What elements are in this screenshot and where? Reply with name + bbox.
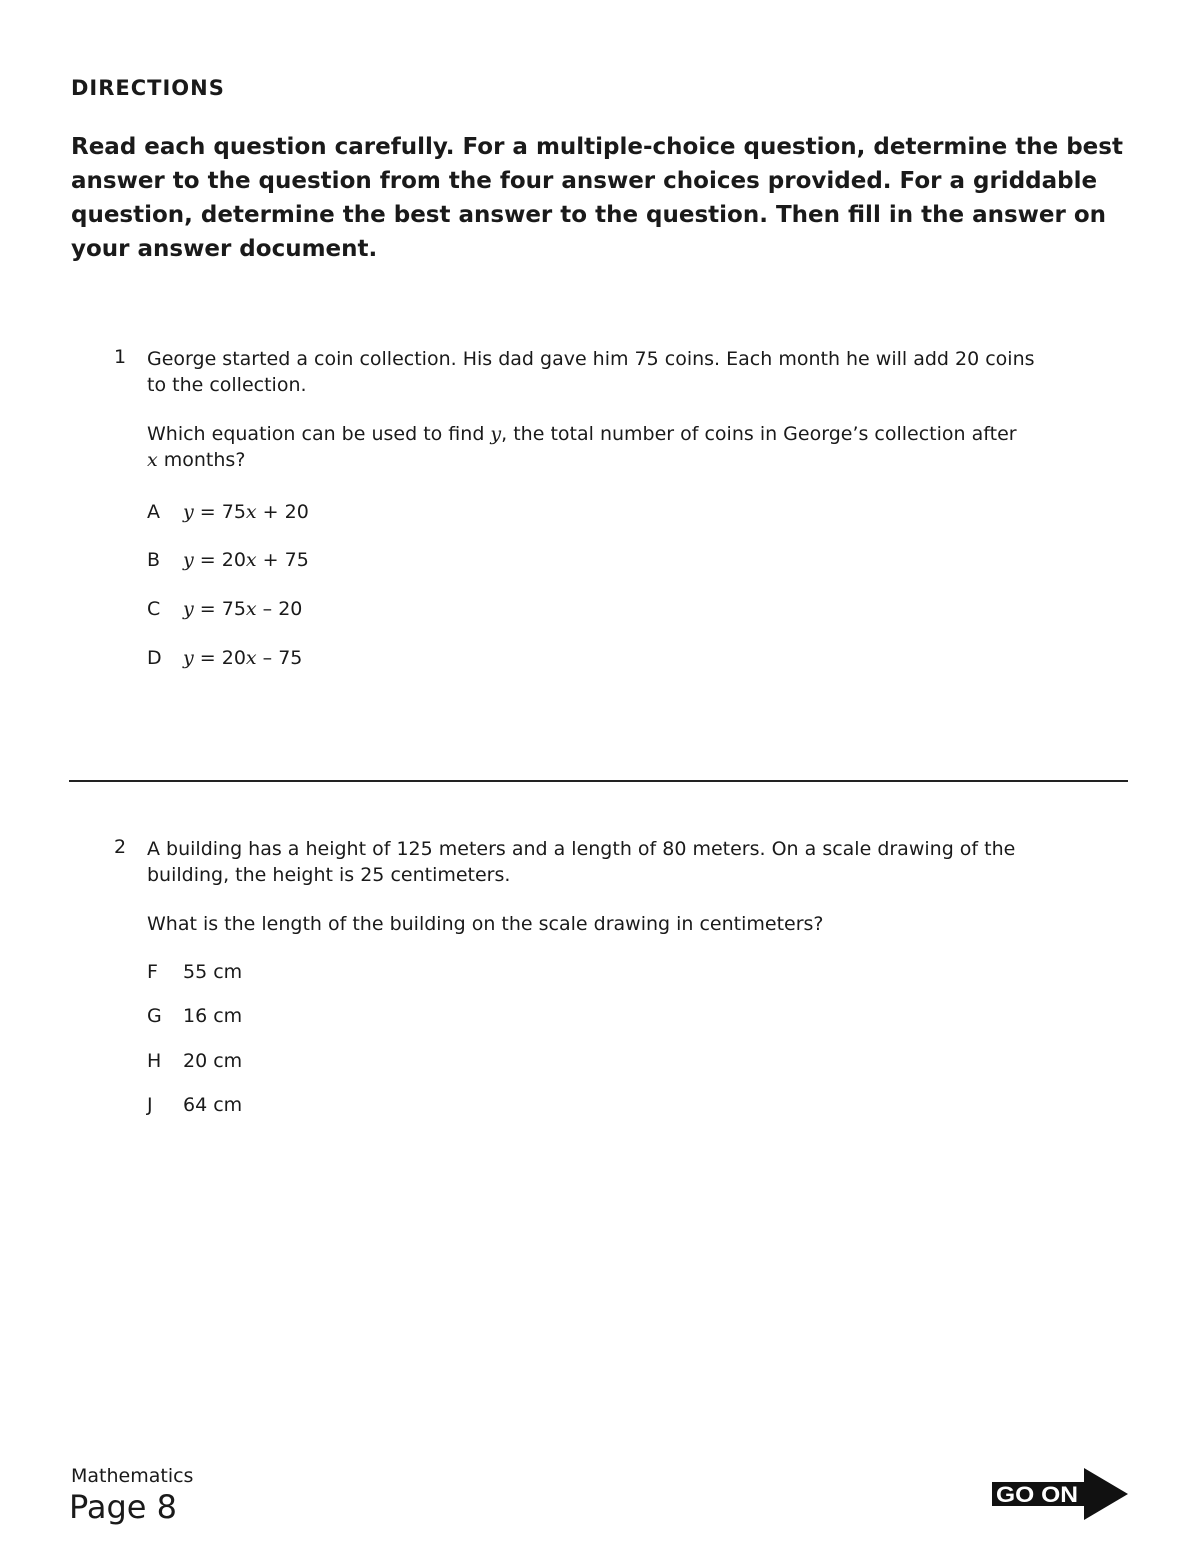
answer-choice-j[interactable] bbox=[147, 1094, 242, 1116]
choice-letter: B bbox=[147, 549, 161, 571]
question-body bbox=[147, 836, 1077, 937]
directions-text: Read each question carefully. For a multiple-choice question, determine the best answer to the question from the four answer choices provided. For a griddable question, determine the best answer to the question. Then fill in the answer on your answer document. bbox=[71, 134, 1123, 262]
choice-letter: H bbox=[147, 1050, 162, 1072]
question-number: 2 bbox=[114, 836, 127, 858]
go-on-label: GO ON bbox=[996, 1482, 1078, 1507]
math-variable: y bbox=[183, 598, 194, 620]
question-number: 1 bbox=[114, 346, 127, 368]
answer-choice-h[interactable] bbox=[147, 1050, 242, 1072]
question-2 bbox=[114, 836, 1084, 1126]
answer-choice-g[interactable] bbox=[147, 1005, 242, 1027]
math-variable: y bbox=[183, 549, 194, 571]
choice-text: 16 cm bbox=[183, 1005, 243, 1027]
math-variable: x bbox=[245, 598, 257, 620]
choice-text: + 75 bbox=[256, 549, 309, 571]
question-stem-line: to the collection. bbox=[147, 374, 307, 396]
directions-heading: DIRECTIONS bbox=[71, 76, 225, 100]
choice-text: – 75 bbox=[256, 647, 303, 669]
choice-text: = 20 bbox=[193, 647, 246, 669]
choice-letter: F bbox=[147, 961, 158, 983]
choice-letter: J bbox=[147, 1094, 153, 1116]
choice-text: – 20 bbox=[256, 598, 303, 620]
question-1 bbox=[114, 346, 1084, 686]
math-variable: x bbox=[245, 549, 257, 571]
choice-text: = 75 bbox=[193, 501, 246, 523]
math-variable: x bbox=[245, 501, 257, 523]
math-variable: x bbox=[245, 647, 257, 669]
math-variable: y bbox=[183, 647, 194, 669]
prompt-text: , the total number of coins in George’s collection after bbox=[501, 423, 1017, 445]
choice-text: 20 cm bbox=[183, 1050, 243, 1072]
answer-choice-a[interactable] bbox=[147, 501, 309, 523]
question-stem-line: George started a coin collection. His dad gave him 75 coins. Each month he will add 20 coins bbox=[147, 348, 1035, 370]
choice-letter: A bbox=[147, 501, 160, 523]
math-variable: y bbox=[183, 501, 194, 523]
question-body bbox=[147, 346, 1077, 473]
choice-letter: D bbox=[147, 647, 162, 669]
choice-letter: G bbox=[147, 1005, 162, 1027]
question-prompt bbox=[147, 421, 1077, 473]
page-number: Page 8 bbox=[69, 1488, 177, 1526]
math-variable: x bbox=[147, 449, 158, 471]
go-on-arrow-icon bbox=[992, 1466, 1130, 1522]
question-divider bbox=[69, 780, 1128, 782]
choice-text: + 20 bbox=[256, 501, 309, 523]
prompt-text: months? bbox=[157, 449, 246, 471]
math-variable: y bbox=[490, 423, 502, 445]
choice-letter: C bbox=[147, 598, 161, 620]
choice-text: = 75 bbox=[193, 598, 246, 620]
question-stem-line: A building has a height of 125 meters and a length of 80 meters. On a scale drawing of the bbox=[147, 838, 1016, 860]
choice-text: 55 cm bbox=[183, 961, 243, 983]
question-prompt: What is the length of the building on the scale drawing in centimeters? bbox=[147, 913, 824, 935]
answer-choice-c[interactable] bbox=[147, 598, 302, 620]
choice-text: 64 cm bbox=[183, 1094, 243, 1116]
answer-choice-d[interactable] bbox=[147, 647, 302, 669]
choice-text: = 20 bbox=[193, 549, 246, 571]
question-stem-line: building, the height is 25 centimeters. bbox=[147, 864, 511, 886]
answer-choice-f[interactable] bbox=[147, 961, 242, 983]
prompt-text: Which equation can be used to find bbox=[147, 423, 491, 445]
footer-subject: Mathematics bbox=[71, 1465, 194, 1487]
answer-choice-b[interactable] bbox=[147, 549, 309, 571]
